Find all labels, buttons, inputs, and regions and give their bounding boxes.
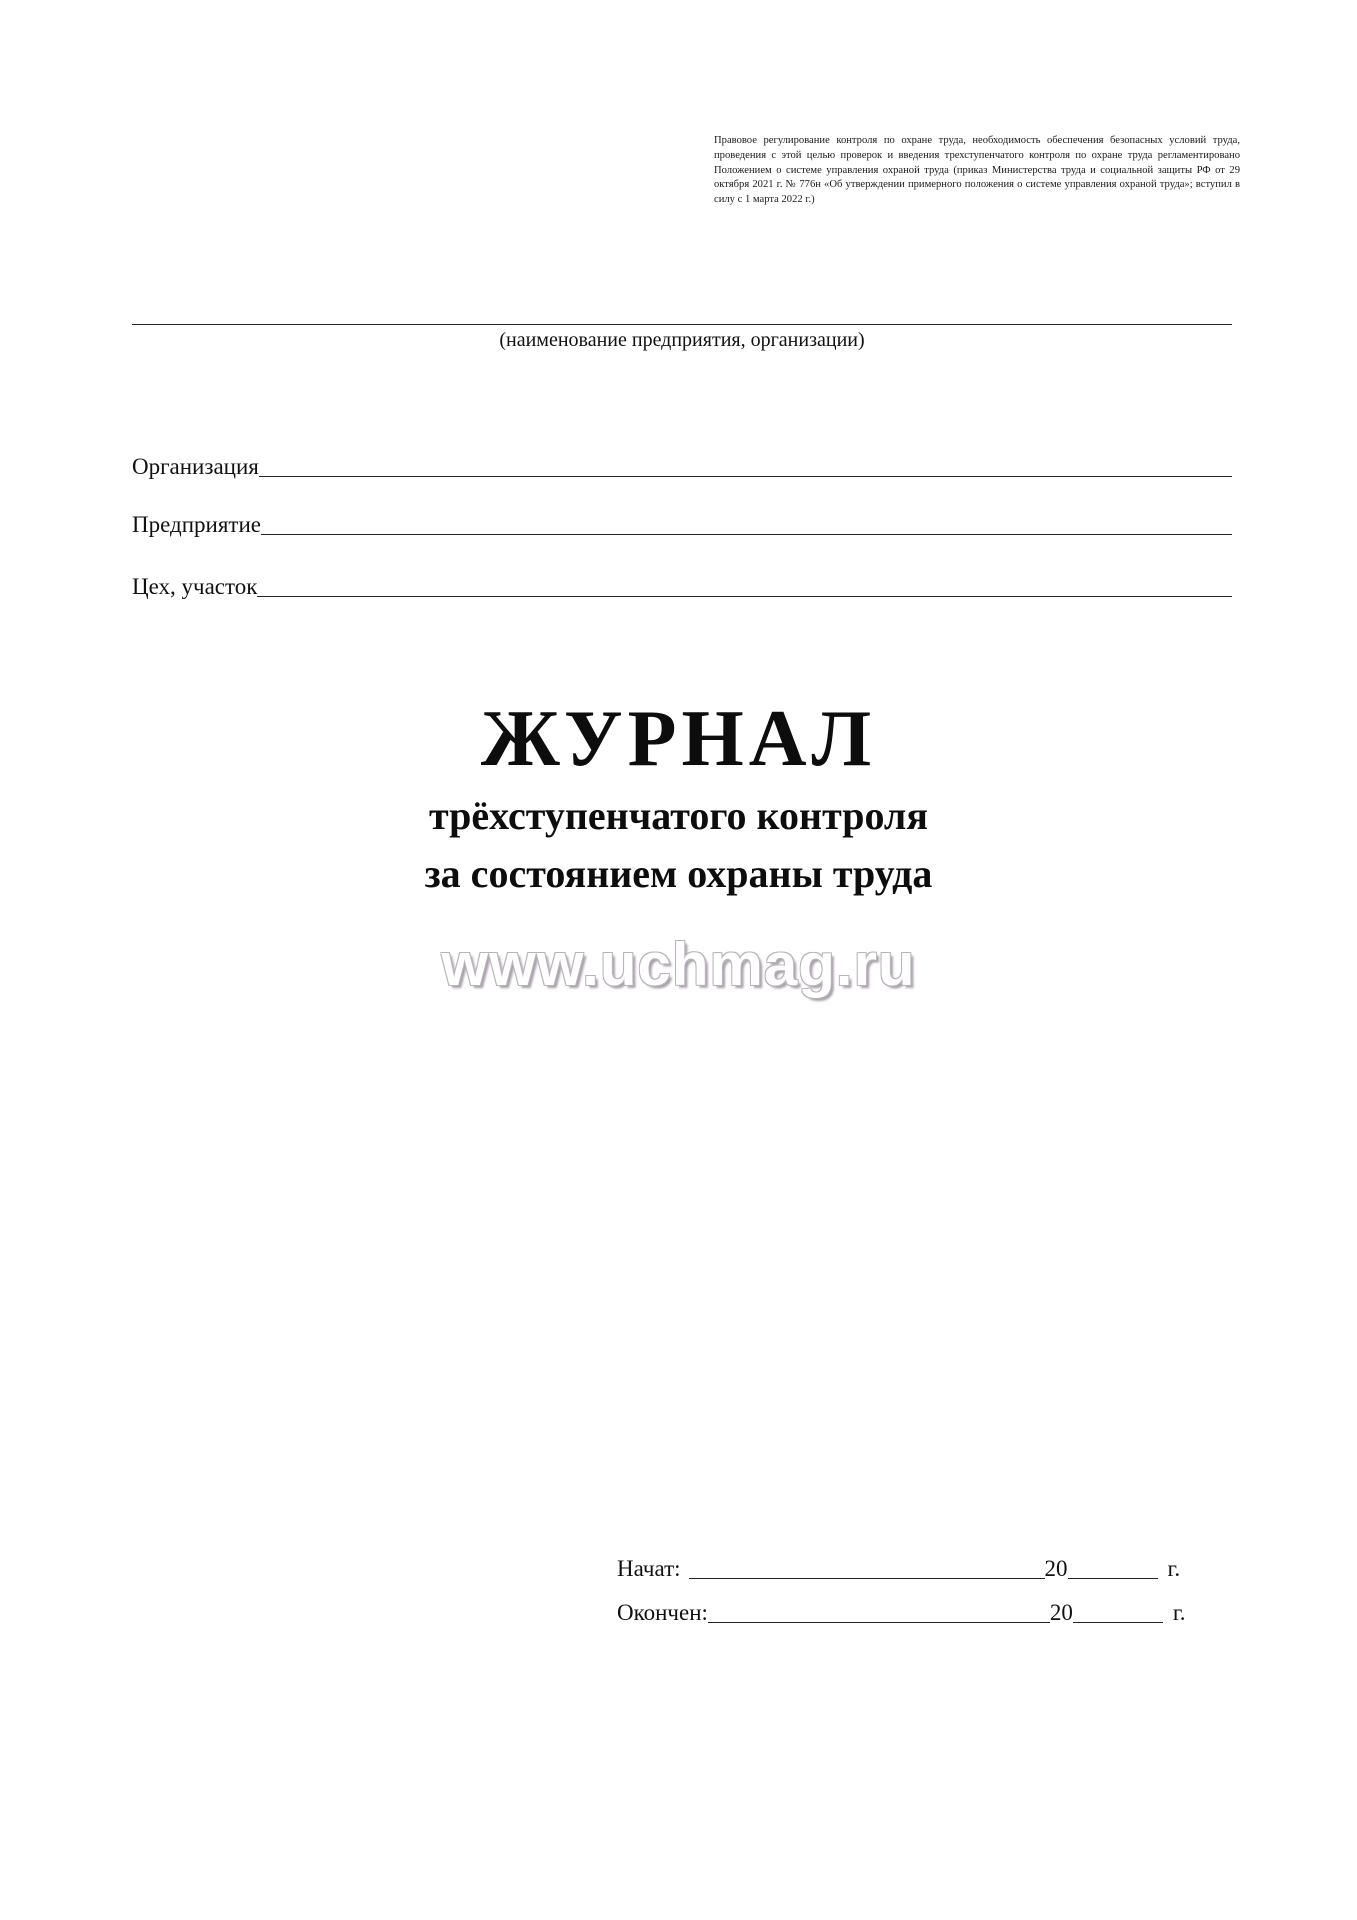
started-date-row [617, 1554, 1180, 1584]
journal-subtitle-line2: за состоянием охраны труда [424, 851, 933, 896]
started-label: Начат: [617, 1556, 681, 1581]
ended-year-blank [1073, 1621, 1163, 1623]
ended-label: Окончен: [617, 1600, 708, 1625]
shop-blank-line [257, 595, 1232, 597]
organization-label: Организация [132, 454, 259, 479]
journal-title: ЖУРНАЛ [480, 695, 877, 783]
started-year-blank [1068, 1577, 1158, 1579]
shop-label: Цех, участок [132, 574, 258, 599]
org-name-caption: (наименование предприятия, организации) [499, 329, 865, 351]
org-name-line [132, 324, 1232, 325]
shop-field [132, 572, 1232, 602]
enterprise-field [132, 510, 1232, 540]
enterprise-blank-line [261, 533, 1232, 535]
ended-year-suffix: г. [1172, 1600, 1186, 1625]
ended-date-row [617, 1598, 1186, 1628]
ended-century: 20 [1049, 1600, 1073, 1625]
started-year-suffix: г. [1167, 1556, 1181, 1581]
started-date-blank [689, 1577, 1045, 1579]
ended-date-blank [708, 1621, 1050, 1623]
organization-field [132, 452, 1232, 482]
enterprise-label: Предприятие [132, 512, 261, 537]
journal-subtitle-line1: трёхступенчатого контроля [428, 793, 929, 838]
legal-note: Правовое регулирование контроля по охране труда, необходимость обеспечения безопасных условий труда, проведения с этой целью проверок и введения трехступенчатого контроля по охране труда регламентировано Положением о системе управления охраной труда (приказ Министерства труда и социальной защиты РФ от 29 октября 2021 г. № 776н «Об утверждении примерного положения о системе управления охраной труда»; вступил в силу с 1 марта 2022 г.) [714, 135, 1240, 206]
organization-blank-line [259, 475, 1232, 477]
started-century: 20 [1044, 1556, 1068, 1581]
watermark-logo: www.uchmag.ru [441, 931, 916, 998]
